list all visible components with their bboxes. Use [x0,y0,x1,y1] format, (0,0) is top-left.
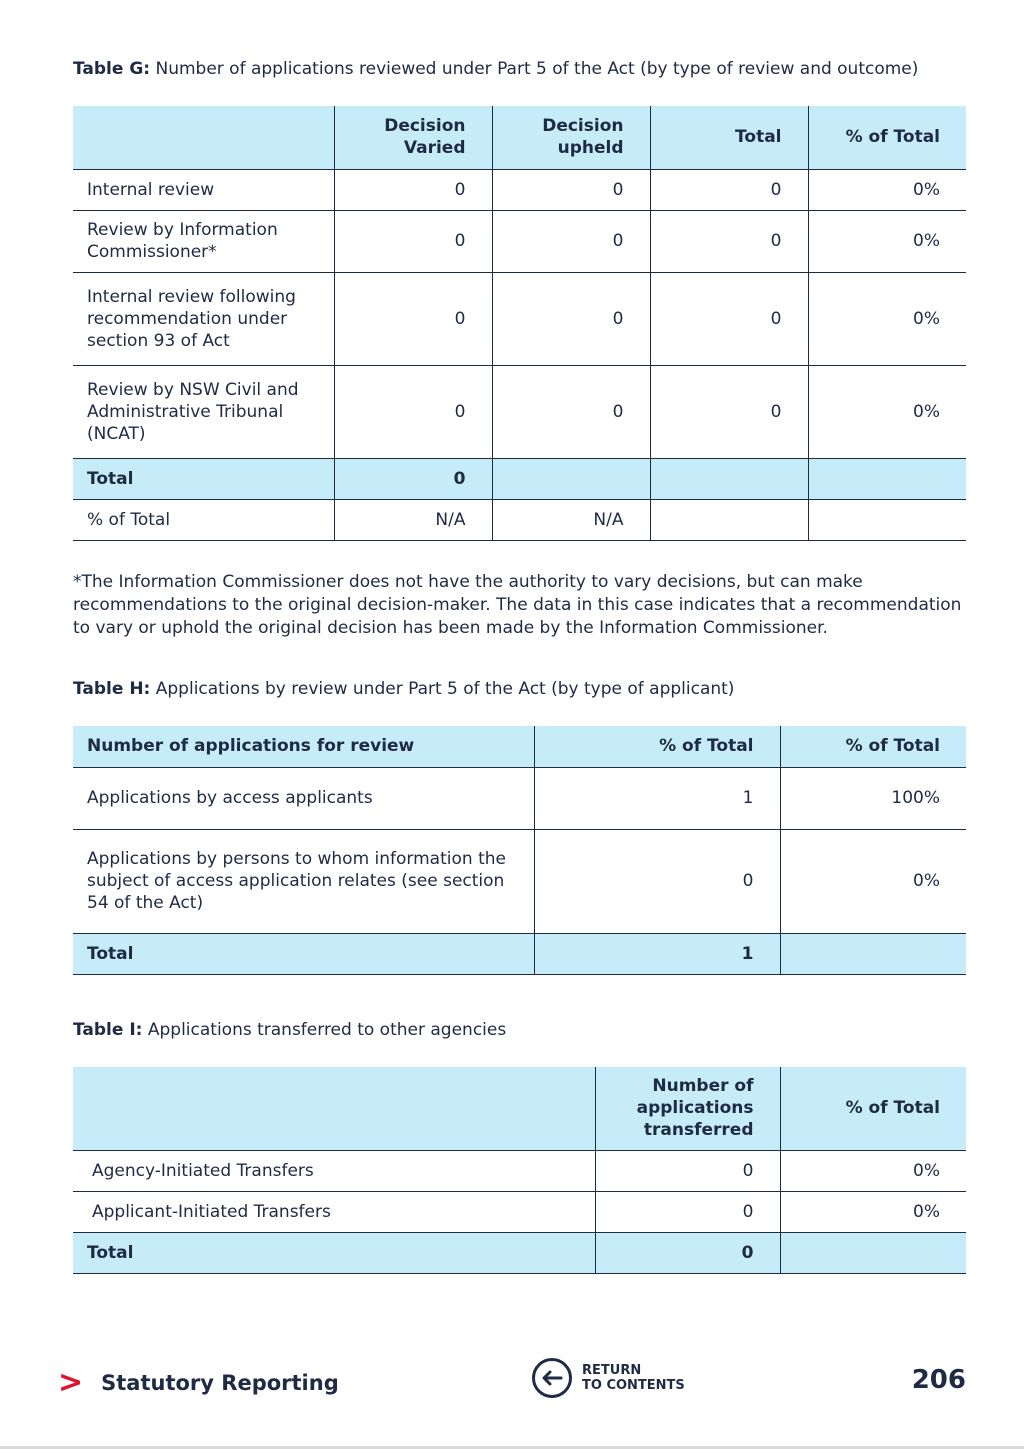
table-h-label: Table H: [73,679,151,699]
row-label: Applications by access applicants [73,767,534,829]
cell: 0 [492,210,650,272]
header-cell: Decision upheld [492,106,650,169]
table-header-row [73,726,966,767]
cell: 0 [534,829,780,933]
row-label: Total [73,458,334,499]
table-h [73,726,966,975]
table-header-row [73,1067,966,1150]
row-label: Review by Information Commissioner* [73,210,334,272]
cell: 0 [595,1232,780,1273]
cell [780,933,966,974]
table-i-label: Table I: [73,1020,143,1040]
return-to-contents-button[interactable] [532,1358,685,1398]
table-g-caption [73,59,918,79]
row-label: Internal review [73,169,334,210]
total-row [73,933,966,974]
footnote: *The Information Commissioner does not have the authority to vary decisions, but can make recommendations to the original decision-maker. The data in this case indicates that a recommendation to vary or uphold the original decision has been made by the Information Commissioner. [73,572,962,638]
cell: 0 [650,272,808,365]
cell [780,1232,966,1273]
table-h-title: Applications by review under Part 5 of the Act (by type of applicant) [150,679,735,699]
cell: 0% [780,829,966,933]
cell [650,499,808,540]
cell: 0 [650,210,808,272]
total-row [73,1232,966,1273]
cell: 0% [780,1150,966,1191]
arrow-left-circle-icon [532,1358,572,1398]
cell [808,499,966,540]
page-number: 206 [911,1365,966,1395]
cell [492,458,650,499]
row-label: Total [73,1232,595,1273]
row-label: Applications by persons to whom information the subject of access application relates (see section 54 of the Act) [73,829,534,933]
cell: 0 [492,272,650,365]
table-i-caption [73,1020,506,1040]
row-label: Applicant-Initiated Transfers [73,1191,595,1232]
cell: 0 [334,169,492,210]
cell: 1 [534,767,780,829]
total-row [73,458,966,499]
header-cell: % of Total [780,1067,966,1150]
percent-row [73,499,966,540]
table-row [73,767,966,829]
cell: 0 [334,210,492,272]
row-label: Review by NSW Civil and Administrative Tribunal (NCAT) [73,365,334,458]
header-cell [73,106,334,169]
cell: 0% [808,210,966,272]
cell: N/A [492,499,650,540]
table-row [73,1150,966,1191]
cell: 0 [334,365,492,458]
cell: 100% [780,767,966,829]
cell: 0% [808,272,966,365]
cell: 0% [808,169,966,210]
cell: 0 [650,169,808,210]
section-title: Statutory Reporting [101,1371,339,1395]
table-h-caption [73,679,734,699]
table-i-title: Applications transferred to other agencies [142,1020,507,1040]
cell: 0% [808,365,966,458]
header-cell: Number of applications transferred [595,1067,780,1150]
table-row [73,210,966,272]
cell: 0 [492,365,650,458]
row-label: % of Total [73,499,334,540]
cell: 0 [595,1191,780,1232]
cell: 0 [492,169,650,210]
cell: 0 [334,458,492,499]
table-row [73,829,966,933]
cell: 0 [650,365,808,458]
return-line1: RETURN [582,1363,642,1378]
return-line2: TO CONTENTS [582,1378,685,1393]
chevron-right-icon: > [58,1365,84,1400]
header-cell: % of Total [534,726,780,767]
cell: 1 [534,933,780,974]
table-row [73,365,966,458]
row-label: Total [73,933,534,974]
row-label: Internal review following recommendation under section 93 of Act [73,272,334,365]
row-label: Agency-Initiated Transfers [73,1150,595,1191]
cell: N/A [334,499,492,540]
return-label [582,1363,685,1393]
header-cell: % of Total [808,106,966,169]
table-row [73,272,966,365]
table-i [73,1067,966,1274]
table-header-row [73,106,966,169]
header-cell: Total [650,106,808,169]
cell: 0% [780,1191,966,1232]
header-cell: Decision Varied [334,106,492,169]
section-link[interactable] [58,1365,339,1400]
cell: 0 [334,272,492,365]
table-g [73,106,966,541]
cell: 0 [595,1150,780,1191]
header-cell [73,1067,595,1150]
header-cell: Number of applications for review [87,736,415,757]
cell [650,458,808,499]
table-g-title: Number of applications reviewed under Part 5 of the Act (by type of review and outcome) [150,59,919,79]
cell [808,458,966,499]
table-row [73,169,966,210]
table-row [73,1191,966,1232]
header-cell: % of Total [780,726,966,767]
table-g-label: Table G: [73,59,151,79]
